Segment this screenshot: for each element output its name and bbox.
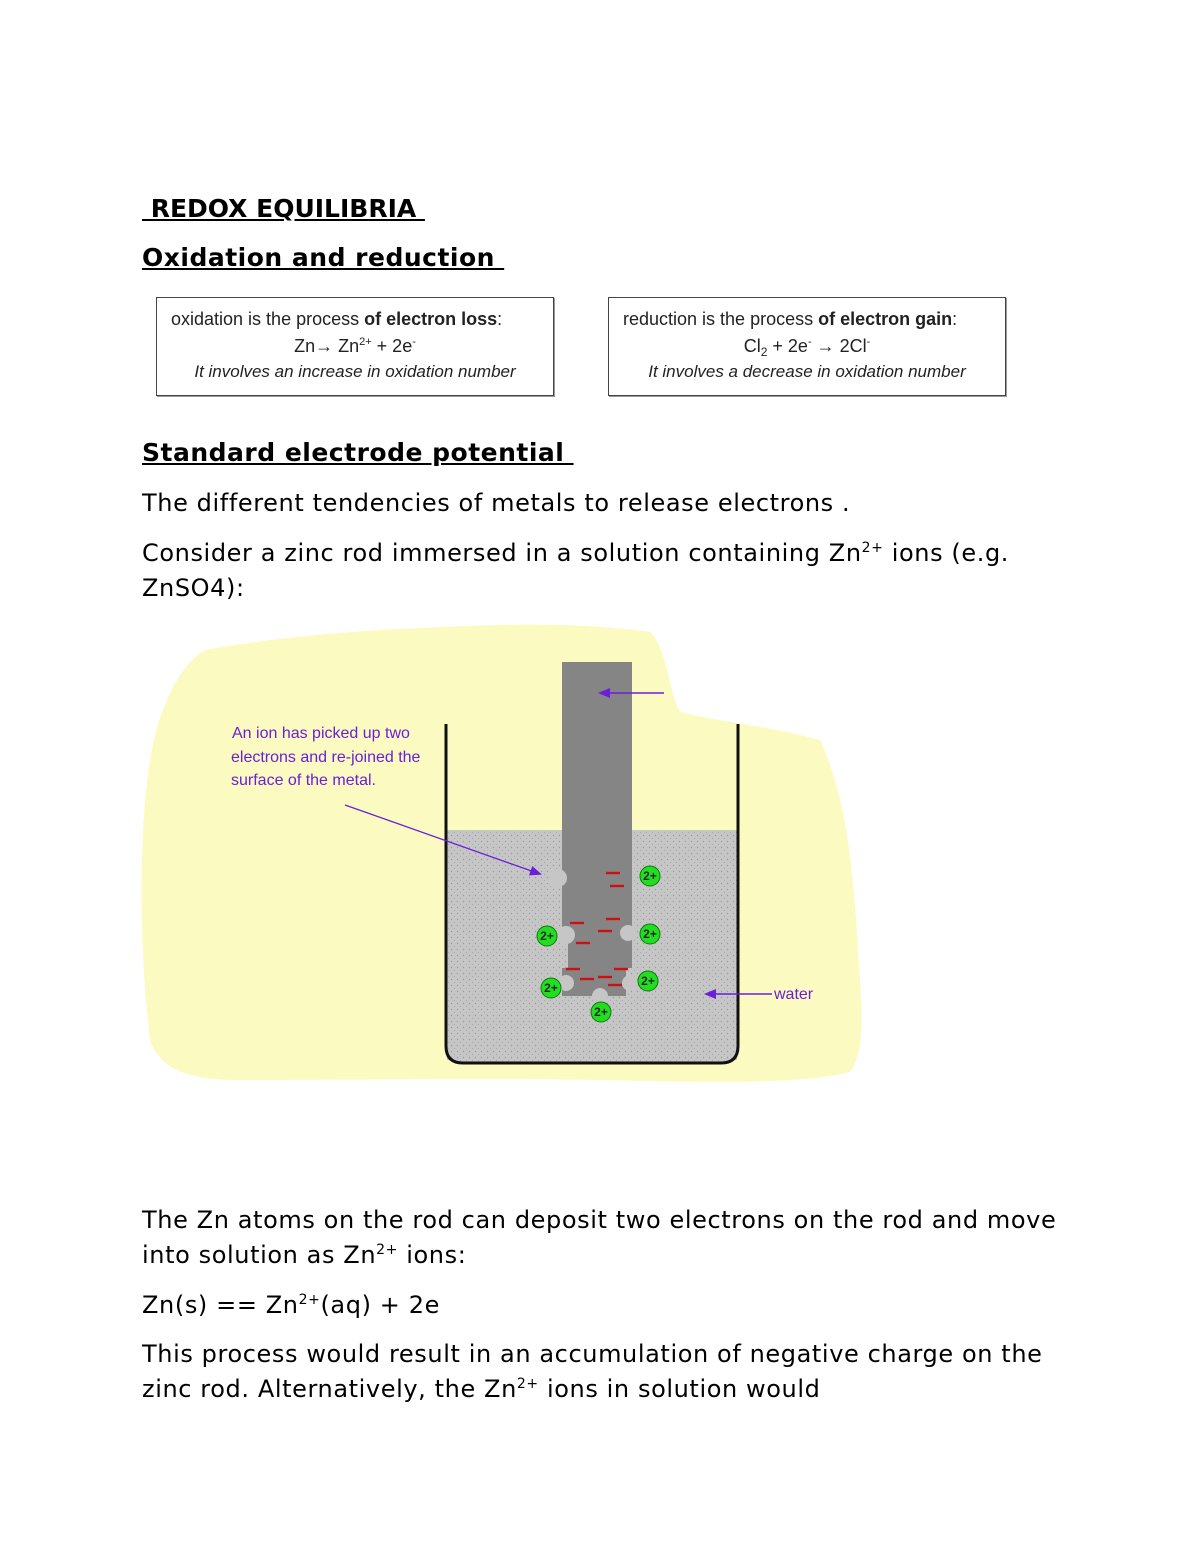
- page-title: REDOX EQUILIBRIA: [142, 194, 425, 223]
- reduction-equation: $Cl_2 + 2e^- \to 2Cl^-$: [743, 336, 871, 359]
- equation-zn: $Zn(s) == Zn^{2+}(aq) + 2e$: [142, 1291, 440, 1319]
- ion: [591, 1002, 611, 1022]
- svg-text:2+: 2+: [643, 869, 657, 883]
- paragraph-zinc-rod: Consider a zinc rod immersed in a solution containing $Zn^{2+}$ ions (e.g. ZnSO4):: [142, 539, 1010, 602]
- paragraph-accumulation: This process would result in an accumulation of negative charge on the zinc rod. Alternatively, the $Zn^{2+}$ ions in solution would: [142, 1340, 1043, 1403]
- ion: [541, 978, 561, 998]
- oxidation-line1: oxidation is the process of electron loss:: [171, 309, 503, 329]
- svg-text:2+: 2+: [594, 1005, 608, 1019]
- svg-text:electrons and re-joined the: electrons and re-joined the: [231, 749, 421, 766]
- svg-text:surface of the metal.: surface of the metal.: [231, 772, 376, 789]
- svg-text:2+: 2+: [540, 929, 554, 943]
- section-heading-oxidation-reduction: Oxidation and reduction: [142, 243, 505, 272]
- ion: [640, 924, 660, 944]
- reduction-note: It involves a decrease in oxidation number: [648, 362, 966, 381]
- solution-bottom: [447, 1040, 737, 1062]
- oxidation-note: It involves an increase in oxidation number: [194, 362, 516, 381]
- svg-text:2+: 2+: [544, 981, 558, 995]
- svg-text:2+: 2+: [641, 974, 655, 988]
- paragraph-zn-atoms: The Zn atoms on the rod can deposit two electrons on the rod and move into solution as $Zn^{2+}$ ions:: [142, 1206, 1057, 1269]
- zinc-rod: [562, 662, 632, 996]
- section-heading-standard-electrode-potential: Standard electrode potential: [142, 438, 574, 467]
- paragraph-tendencies: The different tendencies of metals to release electrons .: [142, 489, 851, 517]
- water-label: water: [774, 986, 814, 1003]
- svg-text:An ion has picked up two: An ion has picked up two: [232, 725, 410, 742]
- svg-text:2+: 2+: [643, 927, 657, 941]
- reduction-line1: reduction is the process of electron gain:: [623, 309, 958, 329]
- ion: [537, 926, 557, 946]
- oxidation-equation: $Zn\to Zn^{2+} + 2e^-$: [294, 336, 416, 356]
- ion: [638, 971, 658, 991]
- ion: [640, 866, 660, 886]
